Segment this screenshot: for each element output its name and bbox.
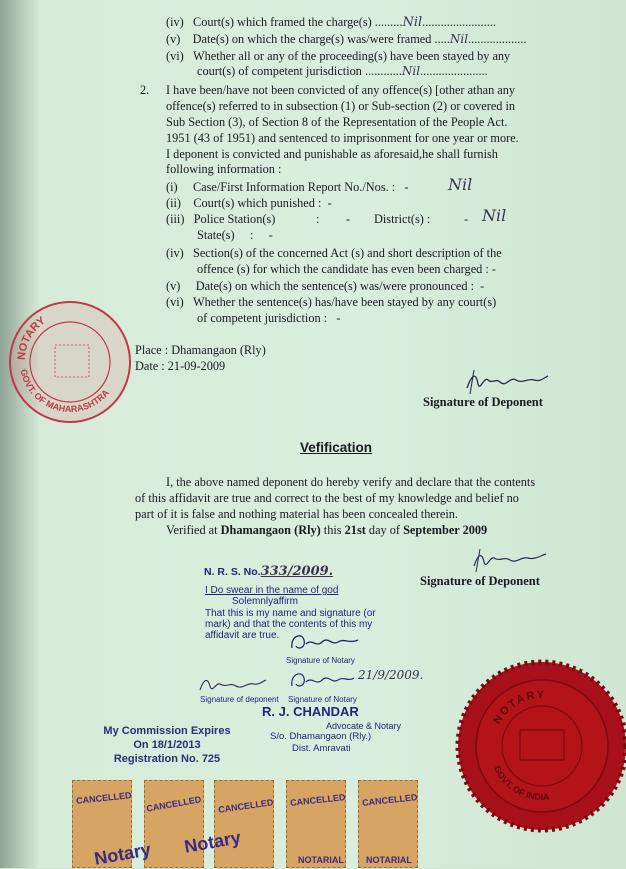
notary-overprint: Notary (92, 839, 153, 869)
svg-text:NOTARY: NOTARY (15, 314, 48, 361)
verification-para-line: of this affidavit are true and correct to the best of my knowledge and belief no (135, 491, 519, 505)
cancelled-overprint: CANCELLED (145, 794, 202, 814)
notary-date-handwritten: 21/9/2009. (358, 668, 424, 682)
notary-overprint: Notary (182, 827, 243, 857)
item-vi-line2: of competent jurisdiction : - (197, 311, 341, 325)
notary-para-line: mark) and that the contents of this my (205, 619, 373, 630)
place-line: Place : Dhamangaon (Rly) (135, 343, 266, 357)
page-binding-edge (0, 0, 38, 868)
commission-date: On 18/1/2013 (133, 739, 201, 751)
notary-para-line: That this is my name and signature (or (205, 608, 376, 619)
item-iii-dash: - (346, 212, 351, 226)
commission-expires: My Commission Expires (103, 725, 231, 737)
section-2-line: following information : (166, 162, 282, 176)
item-iii-colon: : (316, 212, 320, 226)
clause-vi-top-line1: (vi) Whether all or any of the proceeding(s) have been stayed by any (166, 49, 511, 63)
verification-para-line: part of it is false and nothing material has been concealed therein. (135, 507, 459, 521)
notary-red-seal (454, 658, 626, 834)
notary-rs-no: N. R. S. No.333/2009. (204, 564, 334, 579)
clause-iv-top: (iv) Court(s) which framed the charge(s) .........Nil........................ (166, 15, 496, 30)
section-2-line: offence(s) referred to in subsection (1) or Sub-section (2) or covered in (166, 99, 516, 113)
handwritten-nil: Nil (482, 206, 507, 225)
date-line: Date : 21-09-2009 (135, 359, 226, 373)
notary-address-line: S/o. Dhamangaon (Rly.) (270, 731, 372, 742)
signature-of-deponent-label: Signature of Deponent (423, 395, 543, 409)
notarial-label: NOTARIAL (298, 855, 344, 865)
item-iv-line1: (iv) Section(s) of the concerned Act (s) and short description of the (166, 246, 502, 260)
clause-vi-top-line2: court(s) of competent jurisdiction ............Nil...................... (197, 64, 488, 78)
notary-para-line: affidavit are true. (205, 630, 280, 641)
notary-address-line: Dist. Amravati (292, 743, 351, 754)
signature-of-notary-label: Signature of Notary (286, 656, 355, 665)
item-v: (v) Date(s) on which the sentence(s) was/were pronounced : - (166, 279, 485, 293)
item-iv-line2: offence (s) for which the candidate has even been charged : - (197, 262, 496, 276)
item-ii: (ii) Court(s) which punished : - (166, 196, 332, 210)
section-2-line: I have been/have not been convicted of any offence(s) [other athan any (166, 83, 516, 97)
section-2-line: Sub Section (3), of Section 8 of the Representation of the People Act. (166, 115, 508, 129)
deponent-signature (462, 366, 552, 396)
signature-of-deponent-label: Signature of Deponent (420, 574, 540, 588)
cancelled-overprint: CANCELLED (361, 792, 418, 808)
notary-affirm-line: Solemnlyaffirm (232, 596, 298, 607)
signature-of-notary-label: Signature of Notary (288, 695, 357, 704)
item-iii-state: State(s) : - (197, 228, 273, 242)
notary-signature (286, 668, 356, 694)
cancelled-overprint: CANCELLED (75, 790, 132, 806)
verification-para-line: I, the above named deponent do hereby verify and declare that the contents (166, 475, 536, 489)
notary-seal-maharashtra (0, 290, 135, 430)
registration-number: Registration No. 725 (113, 753, 221, 765)
svg-text:NOTARY: NOTARY (491, 688, 547, 727)
svg-text:GOVT. OF INDIA: GOVT. OF INDIA (491, 764, 550, 803)
item-iii-district: District(s) : (374, 212, 431, 226)
clause-v-top: (v) Date(s) on which the charge(s) was/were framed .....Nil................... (166, 32, 527, 46)
section-2-line: I deponent is convicted and punishable as aforesaid,he shall furnish (166, 147, 498, 161)
notary-name: R. J. CHANDAR (262, 704, 359, 719)
deponent-signature (470, 546, 550, 574)
verified-at-line: Verified at Dhamangaon (Rly) this 21st day of September 2009 (166, 523, 488, 537)
item-i: (i) Case/First Information Report No./Nos. : - (166, 180, 409, 194)
revenue-stamps-strip (72, 780, 418, 868)
notarial-stamp (214, 780, 274, 868)
item-iii-dash2: - (464, 212, 469, 226)
section-2-number: 2. (140, 83, 150, 97)
notary-designation: Advocate & Notary (326, 721, 402, 731)
item-vi-line1: (vi) Whether the sentence(s) has/have been stayed by any court(s) (166, 295, 497, 309)
cancelled-overprint: CANCELLED (217, 797, 274, 815)
notary-swear-line: I Do swear in the name of god (205, 585, 339, 596)
cancelled-overprint: CANCELLED (289, 792, 346, 808)
notary-signature (286, 628, 366, 656)
notarial-label: NOTARIAL (366, 855, 412, 865)
svg-text:GOVT. OF MAHARASHTRA: GOVT. OF MAHARASHTRA (18, 368, 111, 415)
signature-of-deponent-stamp-label: Signature of deponent (200, 695, 279, 704)
verification-heading: Vefification (300, 440, 373, 455)
section-2-line: 1951 (43 of 1951) and sentenced to imprisonment for one year or more. (166, 131, 519, 145)
item-iii: (iii) Police Station(s) (166, 212, 276, 226)
handwritten-nil: Nil (448, 175, 473, 194)
